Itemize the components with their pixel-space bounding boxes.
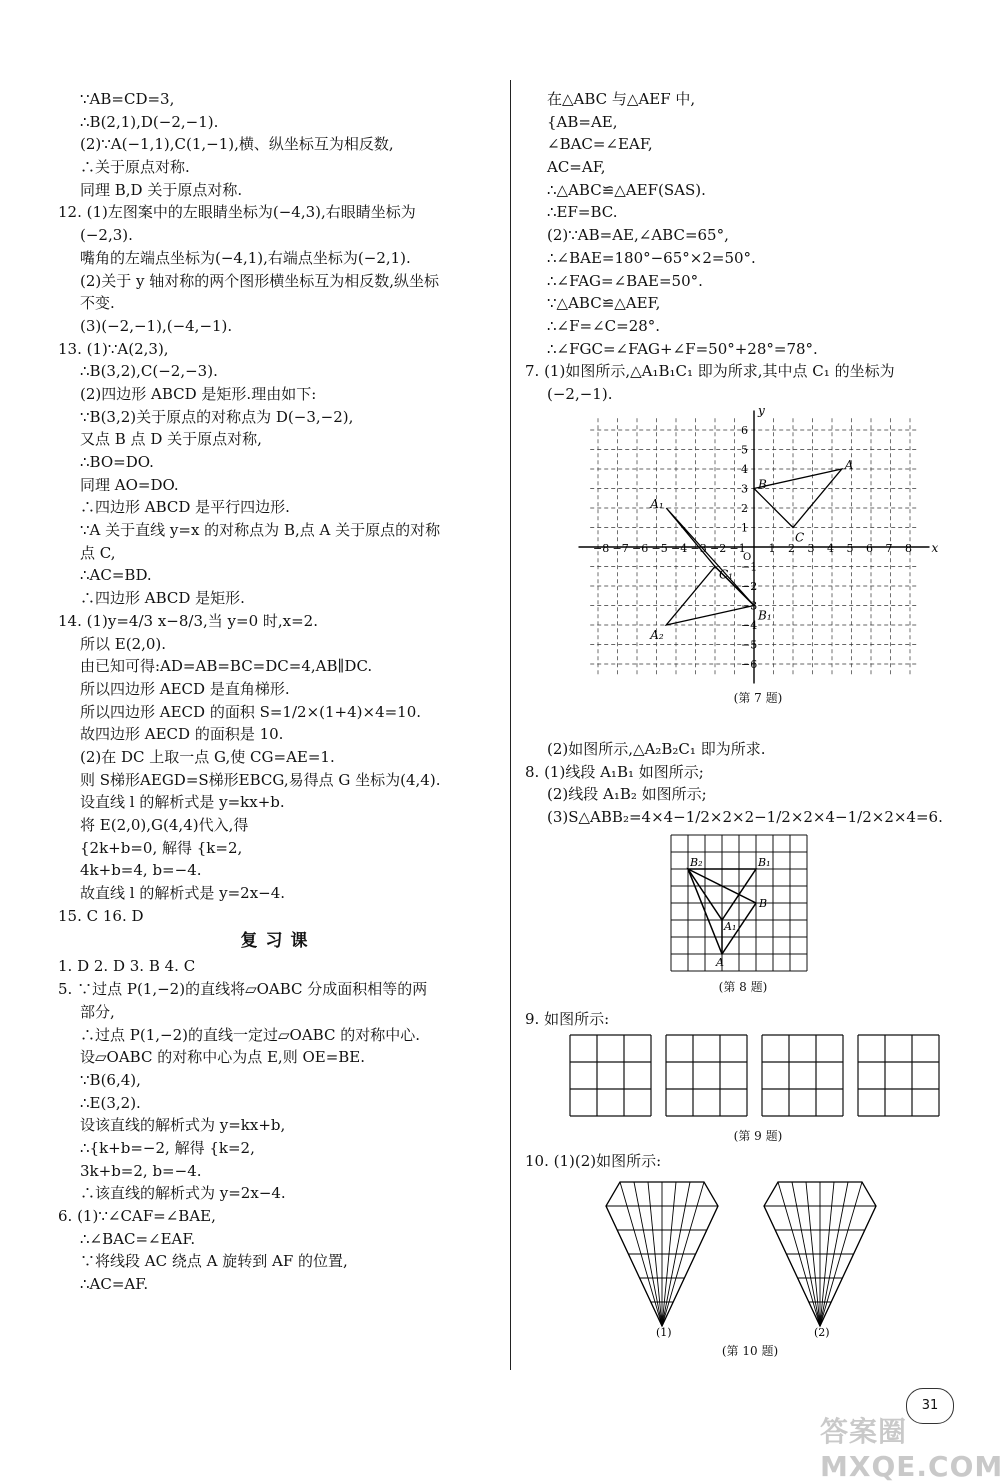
text-line: 又点 B 点 D 关于原点对称, [80, 430, 262, 449]
figure-7 [578, 403, 939, 705]
text-line: 所以四边形 AECD 的面积 S=1/2×(1+4)×4=10. [80, 702, 422, 721]
point-label-C: C [795, 530, 805, 545]
text-line: ∵B(3,2)关于原点的对称点为 D(−3,−2), [80, 407, 354, 426]
text-line: ∵将线段 AC 绕点 A 旋转到 AF 的位置, [80, 1252, 348, 1271]
triangle-ABC [754, 469, 842, 528]
right-solutions-top [525, 88, 965, 406]
text-line: ∠BAC=∠EAF, [547, 135, 653, 154]
origin-label: O [743, 552, 752, 563]
text-line: 设▱OABC 的对称中心为点 E,则 OE=BE. [80, 1048, 366, 1067]
figure-10 [600, 1178, 900, 1368]
y-tick-label: −2 [741, 580, 758, 593]
label-A: A [716, 956, 724, 969]
point-label-B: B [758, 477, 767, 492]
text-line: ∴∠BAE=180°−65°×2=50°. [547, 248, 756, 267]
figure-10-sub2: (2) [814, 1326, 830, 1339]
x-tick-label: −6 [632, 542, 649, 555]
y-tick-label: 2 [741, 502, 748, 515]
question-9 [525, 1008, 965, 1031]
text-line: 5. ∵过点 P(1,−2)的直线将▱OABC 分成面积相等的两 [58, 980, 428, 999]
question-9-text: 9. 如图所示: [525, 1010, 610, 1028]
x-tick-label: 6 [866, 542, 873, 555]
y-tick-label: 4 [741, 463, 748, 476]
figure-7-grid [578, 403, 939, 685]
left-column [58, 88, 498, 1296]
text-line: (2)线段 A₁B₂ 如图所示; [547, 785, 707, 804]
text-line: 15. C 16. D [58, 906, 144, 925]
watermark: 答案圈 MXQE.COM [820, 1415, 1003, 1483]
text-line: ∴四边形 ABCD 是矩形. [80, 589, 245, 608]
text-line: ∵A 关于直线 y=x 的对称点为 B,点 A 关于原点的对称 [80, 521, 441, 540]
text-line: 14. (1)y=4/3 x−8/3,当 y=0 时,x=2. [58, 611, 318, 630]
figure-8-caption: (第 8 题) [718, 980, 768, 994]
text-line: (−2,3). [80, 226, 133, 245]
figure-10-caption: (第 10 题) [721, 1344, 779, 1358]
text-line: (2)四边形 ABCD 是矩形.理由如下: [80, 384, 317, 403]
text-line: ∴关于原点对称. [80, 158, 190, 177]
text-line: ∵△ABC≌△AEF, [547, 294, 661, 313]
text-line: ∴该直线的解析式为 y=2x−4. [80, 1184, 286, 1203]
text-line: ∴{k+b=−2, 解得 {k=2, [80, 1138, 255, 1157]
text-line: 由已知可得:AD=AB=BC=DC=4,AB∥DC. [80, 657, 373, 676]
text-line: 部分, [80, 1002, 115, 1021]
lattice-diagonal [662, 1206, 718, 1326]
question-10-text: 10. (1)(2)如图所示: [525, 1152, 662, 1170]
lattice-diagonal [606, 1206, 662, 1326]
text-line: 所以四边形 AECD 是直角梯形. [80, 679, 290, 698]
right-column [525, 88, 965, 406]
question-10 [525, 1150, 965, 1173]
text-line: 嘴角的左端点坐标为(−4,1),右端点坐标为(−2,1). [80, 248, 411, 267]
text-line: 6. (1)∵∠CAF=∠BAE, [58, 1207, 216, 1225]
x-tick-label: 2 [788, 542, 795, 555]
y-tick-label: 1 [741, 521, 748, 535]
text-line: {2k+b=0, 解得 {k=2, [80, 838, 243, 857]
text-line: ∴△ABC≌△AEF(SAS). [547, 180, 706, 199]
point-label-C1: C₁ [719, 567, 733, 582]
text-line: AC=AF, [547, 158, 606, 177]
text-line: 12. (1)左图案中的左眼睛坐标为(−4,3),右眼睛坐标为 [58, 203, 416, 222]
text-line: 点 C, [80, 543, 116, 562]
x-tick-label: −8 [593, 542, 610, 555]
figure-9 [568, 1033, 948, 1143]
lattice-diagonal [764, 1206, 820, 1326]
x-tick-label: −5 [651, 542, 668, 555]
text-line: ∴∠F=∠C=28°. [547, 316, 661, 335]
x-tick-label: −3 [690, 542, 707, 555]
x-tick-label: 4 [827, 542, 834, 555]
figure-8 [668, 832, 818, 992]
column-divider [510, 80, 511, 1370]
x-tick-label: 8 [905, 542, 912, 555]
y-tick-label: −1 [741, 560, 758, 574]
text-line: 设该直线的解析式为 y=kx+b, [80, 1116, 286, 1135]
x-tick-label: −7 [612, 542, 629, 555]
text-line: ∴∠FAG=∠BAE=50°. [547, 271, 703, 290]
text-line: 所以 E(2,0). [80, 634, 167, 653]
point-label-A1: A₁ [650, 497, 664, 511]
text-line: 故四边形 AECD 的面积是 10. [80, 725, 284, 744]
label-B: B [759, 897, 768, 910]
text-line: ∵B(6,4), [80, 1070, 141, 1089]
x-tick-label: −1 [729, 542, 746, 555]
text-line: ∴B(3,2),C(−2,−3). [80, 362, 218, 381]
text-line: (−2,−1). [547, 384, 613, 403]
text-line: 7. (1)如图所示,△A₁B₁C₁ 即为所求,其中点 C₁ 的坐标为 [525, 362, 895, 381]
text-line: 13. (1)∵A(2,3), [58, 339, 169, 358]
y-tick-label: 5 [741, 443, 748, 457]
text-line: ∴B(2,1),D(−2,−1). [80, 112, 219, 131]
right-middle [525, 738, 965, 829]
y-axis-label: y [758, 403, 765, 418]
text-line: 8. (1)线段 A₁B₁ 如图所示; [525, 762, 704, 781]
text-line: 同理 AO=DO. [80, 475, 179, 494]
figure-10-sub1: (1) [656, 1326, 672, 1339]
text-line: {AB=AE, [547, 112, 618, 131]
figure-8-grid [668, 832, 818, 974]
review-heading: 复习课 [240, 931, 316, 952]
text-line: 1. D 2. D 3. B 4. C [58, 957, 196, 976]
y-tick-label: 6 [741, 424, 748, 437]
left-solutions [58, 88, 498, 927]
text-line: ∴∠BAC=∠EAF. [80, 1229, 196, 1248]
triangle-A2B1C1 [666, 567, 754, 626]
label-B2: B₂ [690, 856, 703, 869]
right-solutions-middle [525, 738, 965, 829]
label-A1: A₁ [724, 920, 737, 933]
x-tick-label: −2 [710, 542, 727, 555]
text-line: (3)S△ABB₂=4×4−1/2×2×2−1/2×2×4−1/2×2×4=6. [547, 808, 943, 827]
text-line: (2)关于 y 轴对称的两个图形横坐标互为相反数,纵坐标 [80, 271, 440, 290]
text-line: (3)(−2,−1),(−4,−1). [80, 316, 233, 335]
label-B1: B₁ [758, 856, 771, 869]
text-line: 同理 B,D 关于原点对称. [80, 180, 243, 199]
figure-10-diamonds [600, 1178, 900, 1338]
text-line: ∴EF=BC. [547, 203, 618, 222]
figure-9-caption: (第 9 题) [733, 1129, 783, 1143]
point-label-A2: A₂ [650, 628, 664, 642]
point-label-B1: B₁ [758, 608, 772, 623]
y-tick-label: −6 [741, 658, 758, 671]
text-line: ∴BO=DO. [80, 453, 154, 471]
text-line: ∵AB=CD=3, [80, 90, 175, 108]
text-line: 设直线 l 的解析式是 y=kx+b. [80, 793, 285, 812]
text-line: ∴AC=AF. [80, 1275, 149, 1294]
figure-7-caption: (第 7 题) [733, 691, 783, 705]
x-tick-label: −4 [671, 542, 688, 555]
text-line: (2)如图所示,△A₂B₂C₁ 即为所求. [547, 740, 766, 758]
text-line: ∴E(3,2). [80, 1093, 141, 1112]
text-line: 则 S梯形AEGD=S梯形EBCG,易得点 G 坐标为(4,4). [80, 770, 441, 789]
x-axis-label: x [931, 541, 939, 555]
text-line: (2)∵A(−1,1),C(1,−1),横、纵坐标互为相反数, [80, 135, 394, 154]
y-tick-label: −5 [741, 638, 758, 652]
review-solutions [58, 955, 498, 1295]
text-line: 3k+b=2, b=−4. [80, 1161, 202, 1180]
y-tick-label: −3 [741, 599, 758, 613]
text-line: 故直线 l 的解析式是 y=2x−4. [80, 884, 286, 903]
x-tick-label: 7 [885, 542, 893, 555]
text-line: 在△ABC 与△AEF 中, [547, 90, 696, 108]
text-line: ∴过点 P(1,−2)的直线一定过▱OABC 的对称中心. [80, 1025, 420, 1044]
lattice-diagonal [820, 1206, 876, 1326]
text-line: (2)∵AB=AE,∠ABC=65°, [547, 226, 729, 245]
text-line: ∴AC=BD. [80, 566, 152, 585]
x-tick-label: 1 [768, 542, 776, 555]
y-tick-label: −4 [741, 619, 758, 632]
text-line: ∴∠FGC=∠FAG+∠F=50°+28°=78°. [547, 339, 818, 358]
text-line: 将 E(2,0),G(4,4)代入,得 [80, 816, 249, 834]
page-number: 31 [906, 1388, 954, 1424]
text-line: 不变. [80, 294, 115, 313]
text-line: 4k+b=4, b=−4. [80, 861, 202, 880]
point-label-A: A [844, 458, 854, 472]
y-tick-label: 3 [741, 482, 748, 496]
x-tick-label: 5 [846, 542, 854, 555]
figure-9-grids [568, 1033, 948, 1123]
text-line: ∴四边形 ABCD 是平行四边形. [80, 498, 290, 517]
text-line: (2)在 DC 上取一点 G,使 CG=AE=1. [80, 747, 335, 766]
x-tick-label: 3 [807, 542, 815, 555]
